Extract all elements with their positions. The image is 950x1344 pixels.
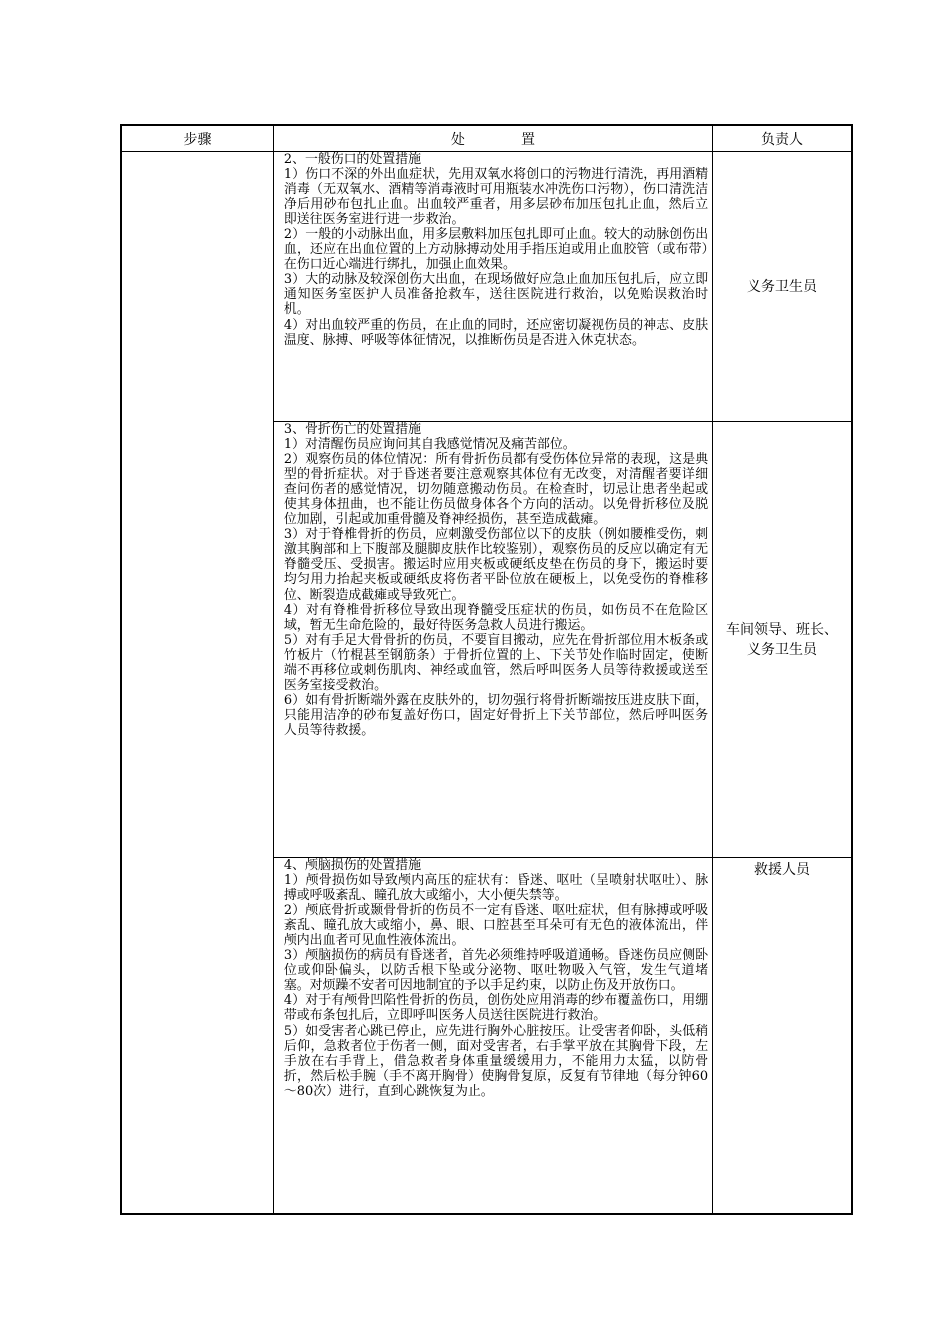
section-craniocerebral: [273, 858, 712, 1214]
header-row: [121, 125, 852, 152]
responsible-cell: 义务卫生员: [713, 152, 852, 422]
table-row: [121, 152, 852, 422]
section-paragraph: 2）观察伤员的体位情况：所有骨折伤员都有受伤体位异常的表现，这是典型的骨折症状。对于昏迷者要注意观察其体位有无改变，对清醒者要详细查问伤者的感觉情况，切勿随意搬动伤员。在检查时，切忌让患者坐起或使其身体扭曲，也不能让伤员做身体各个方向的活动。以免骨折移位及脱位加剧，引起或加重骨髓及脊神经损伤，甚至造成截瘫。: [283, 452, 709, 528]
table-header: [121, 125, 852, 152]
section-paragraph: 4）对于有颅骨凹陷性骨折的伤员，创伤处应用消毒的纱布覆盖伤口，用绷带或布条包扎后，立即呼叫医务人员送往医院进行救治。: [283, 993, 709, 1024]
section-paragraph: 3）颅脑损伤的病员有昏迷者，首先必须维持呼吸道通畅。昏迷伤员应侧卧位或仰卧偏头，以防舌根下坠或分泌物、呕吐物吸入气管，发生气道堵塞。对烦躁不安者可因地制宜的予以手足约束，以防止伤及开放伤口。: [283, 948, 709, 994]
section-paragraph: 1）伤口不深的外出血症状，先用双氧水将创口的污物进行清洗，再用酒精消毒（无双氧水、酒精等消毒液时可用瓶装水冲洗伤口污物），伤口清洗洁净后用砂布包扎止血。出血较严重者，用多层砂布加压包扎止血，然后立即送往医务室进行进一步救治。: [283, 167, 709, 228]
section-paragraph: 3）大的动脉及较深创伤大出血，在现场做好应急止血加压包扎后，应立即通知医务室医护人员准备抢救车，送往医院进行救治，以免贻误救治时机。: [283, 272, 709, 318]
section-paragraph: 1）颅骨损伤如导致颅内高压的症状有：昏迷、呕吐（呈喷射状呕吐）、脉搏或呼吸紊乱、瞳孔放大或缩小，大小便失禁等。: [283, 873, 709, 904]
section-paragraph: 1）对清醒伤员应询问其自我感觉情况及痛苦部位。: [283, 437, 576, 453]
section-paragraph: 2）一般的小动脉出血，用多层敷料加压包扎即可止血。较大的动脉创伤出血，还应在出血位置的上方动脉搏动处用手指压迫或用止血胶管（或布带）在伤口近心端进行绑扎，加强止血效果。: [283, 227, 709, 273]
responsible-cell: 车间领导、班长、义务卫生员: [713, 422, 852, 858]
header-action: [273, 125, 712, 152]
section-title: 3、骨折伤亡的处置措施: [283, 422, 422, 437]
section-general-wound: [273, 152, 712, 422]
section-paragraph: 4）对出血较严重的伤员，在止血的同时，还应密切凝视伤员的神志、皮肤温度、脉搏、呼吸等体征情况，以推断伤员是否进入休克状态。: [283, 317, 709, 348]
section-paragraph: 4）对有脊椎骨折移位导致出现脊髓受压症状的伤员，如伤员不在危险区域，暂无生命危险的，最好待医务急救人员进行搬运。: [283, 602, 709, 633]
section-title: 4、颅脑损伤的处置措施: [283, 858, 422, 873]
section-paragraph: 5）对有手足大骨骨折的伤员，不要盲目搬动，应先在骨折部位用木板条或竹板片（竹棍甚至钢筋条）于骨折位置的上、下关节处作临时固定，使断端不再移位或刺伤肌肉、神经或血管，然后呼叫医务人员等待救援或送至医务室接受救治。: [283, 632, 709, 693]
section-paragraph: 3）对于脊椎骨折的伤员，应刺激受伤部位以下的皮肤（例如腰椎受伤，刺激其胸部和上下腹部及腿脚皮肤作比较鉴别），观察伤员的反应以确定有无脊髓受压、受损害。搬运时应用夹板或硬纸皮垫在伤员的身下，搬运时要均匀用力抬起夹板或硬纸皮将伤者平卧位放在硬板上，以免受伤的脊椎移位、断裂造成截瘫或导致死亡。: [283, 527, 709, 603]
procedure-table: [120, 124, 853, 1215]
responsible-cell: 救援人员: [713, 858, 852, 1214]
header-action-left: 处: [451, 131, 465, 148]
step-cell: [121, 152, 273, 1214]
section-fracture: [273, 422, 712, 858]
section-paragraph: 6）如有骨折断端外露在皮肤外的，切勿强行将骨折断端按压进皮肤下面，只能用洁净的砂布复盖好伤口，固定好骨折上下关节部位，然后呼叫医务人员等待救援。: [283, 692, 709, 738]
header-step: 步骤: [121, 125, 273, 152]
header-responsible: 负责人: [713, 125, 852, 152]
header-action-right: 置: [521, 131, 535, 148]
section-paragraph: 5）如受害者心跳已停止，应先进行胸外心脏按压。让受害者仰卧，头低稍后仰，急救者位于伤者一侧，面对受害者，右手掌平放在其胸骨下段，左手放在右手背上，借急救者身体重量缓缓用力，不能用力太猛，以防骨折，然后松手腕（手不离开胸骨）使胸骨复原，反复有节律地（每分钟60～80次）进行，直到心跳恢复为止。: [283, 1023, 709, 1099]
section-title: 2、一般伤口的处置措施: [283, 152, 422, 167]
section-paragraph: 2）颅底骨折或颞骨骨折的伤员不一定有昏迷、呕吐症状，但有脉搏或呼吸紊乱、瞳孔放大或缩小，鼻、眼、口腔甚至耳朵可有无色的液体流出，伴颅内出血者可见血性液体流出。: [283, 903, 709, 949]
